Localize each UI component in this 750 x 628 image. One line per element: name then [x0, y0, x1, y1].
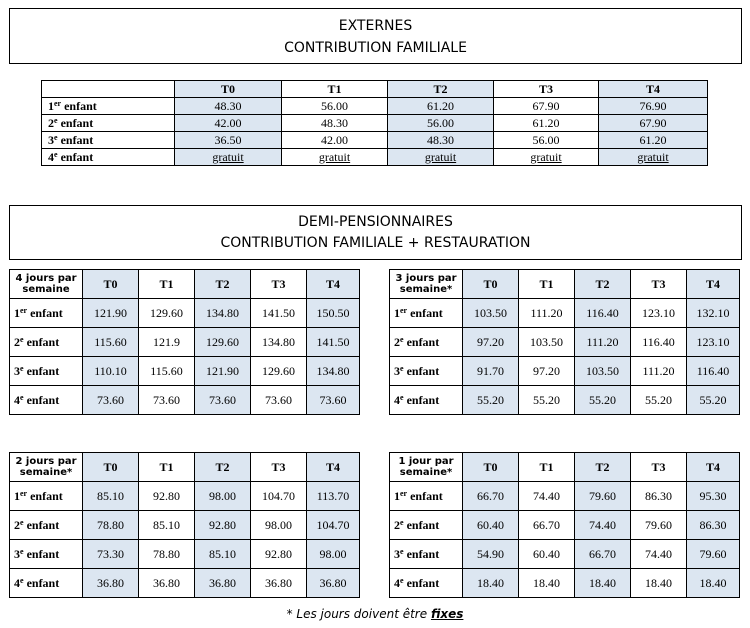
table-cell: 78.80 — [139, 540, 195, 569]
row-label-suffix: enfant — [57, 132, 94, 147]
footnote-text: * Les jours doivent être — [286, 607, 431, 621]
col-header: T1 — [139, 270, 195, 299]
table-cell: 54.90 — [463, 540, 519, 569]
row-label-suffix: enfant — [57, 149, 94, 164]
row-label-ordinal: 2 — [14, 334, 20, 349]
table-cell: 18.40 — [631, 569, 687, 598]
row-label-superscript: e — [400, 546, 404, 556]
col-header: T0 — [83, 453, 139, 482]
table-row — [10, 357, 360, 386]
row-label-suffix: enfant — [403, 334, 440, 349]
row-label-superscript: e — [20, 575, 24, 585]
row-label-suffix: enfant — [23, 517, 60, 532]
row-label — [42, 132, 175, 149]
header-row — [390, 453, 740, 482]
row-label-superscript: e — [54, 132, 58, 142]
table-cell: 73.60 — [195, 386, 251, 415]
col-header: T0 — [175, 81, 282, 98]
table-cell: 73.60 — [307, 386, 360, 415]
table-cell: 110.10 — [83, 357, 139, 386]
table-cell: 74.40 — [631, 540, 687, 569]
table-cell: 92.80 — [195, 511, 251, 540]
table-cell: 76.90 — [599, 98, 708, 115]
table-cell: 103.50 — [463, 299, 519, 328]
table-cell: 134.80 — [251, 328, 307, 357]
table-cell: 113.70 — [307, 482, 360, 511]
col-header: T3 — [631, 453, 687, 482]
col-header: T0 — [463, 453, 519, 482]
table-cell: 121.90 — [195, 357, 251, 386]
col-header: T3 — [251, 453, 307, 482]
row-label-superscript: e — [54, 149, 58, 159]
table-cell: 55.20 — [463, 386, 519, 415]
table-cell: gratuit — [388, 149, 494, 166]
row-label-ordinal: 2 — [48, 115, 54, 130]
row-label-suffix: enfant — [403, 575, 440, 590]
table-cell: 48.30 — [175, 98, 282, 115]
table-cell: 92.80 — [251, 540, 307, 569]
table-row — [10, 569, 360, 598]
row-label — [10, 569, 83, 598]
col-header: T4 — [307, 453, 360, 482]
table-cell: 98.00 — [307, 540, 360, 569]
table-row — [390, 299, 740, 328]
table-cell: 48.30 — [282, 115, 388, 132]
table-cell: 36.80 — [251, 569, 307, 598]
row-label — [10, 357, 83, 386]
table-cell: 129.60 — [251, 357, 307, 386]
table-cell: 60.40 — [463, 511, 519, 540]
table-cell: 86.30 — [631, 482, 687, 511]
row-label-superscript: e — [400, 575, 404, 585]
table-row — [42, 98, 708, 115]
row-label-suffix: enfant — [23, 546, 60, 561]
table-cell: 141.50 — [307, 328, 360, 357]
table-cell: 129.60 — [139, 299, 195, 328]
externes-header-row — [42, 81, 708, 98]
row-label-superscript: e — [20, 517, 24, 527]
table-cell: 85.10 — [139, 511, 195, 540]
row-label — [10, 511, 83, 540]
table-row — [42, 149, 708, 166]
row-label-ordinal: 1 — [394, 488, 400, 503]
table-cell: 116.40 — [575, 299, 631, 328]
table-cell: 134.80 — [307, 357, 360, 386]
table-cell: 66.70 — [463, 482, 519, 511]
footnote-emphasis: fixes — [430, 607, 464, 621]
demi-table-1-jour — [389, 452, 740, 598]
table-cell: 18.40 — [463, 569, 519, 598]
table-cell: 74.40 — [519, 482, 575, 511]
table-cell: 132.10 — [687, 299, 740, 328]
row-label-ordinal: 3 — [14, 546, 20, 561]
row-label-suffix: enfant — [403, 363, 440, 378]
table-row — [390, 511, 740, 540]
row-label-ordinal: 3 — [394, 363, 400, 378]
table-cell: 55.20 — [519, 386, 575, 415]
table-cell: 73.30 — [83, 540, 139, 569]
row-label — [390, 357, 463, 386]
table-cell: 60.40 — [519, 540, 575, 569]
table-cell: 104.70 — [251, 482, 307, 511]
table-row — [390, 569, 740, 598]
table-cell: 67.90 — [494, 98, 599, 115]
externes-corner-cell — [42, 81, 175, 98]
row-label-superscript: e — [400, 334, 404, 344]
row-label-superscript: er — [400, 488, 408, 498]
table-cell: 55.20 — [687, 386, 740, 415]
table-row — [390, 386, 740, 415]
row-label — [42, 149, 175, 166]
table-cell: 85.10 — [195, 540, 251, 569]
row-label-ordinal: 3 — [48, 132, 54, 147]
col-header: T1 — [519, 453, 575, 482]
row-label — [42, 98, 175, 115]
demi-table-4-jours — [9, 269, 360, 415]
row-label-suffix: enfant — [407, 488, 443, 503]
table-cell: 111.20 — [519, 299, 575, 328]
row-label — [390, 328, 463, 357]
table-cell: 121.9 — [139, 328, 195, 357]
table-row — [10, 511, 360, 540]
table-row — [390, 328, 740, 357]
row-label — [390, 569, 463, 598]
header-row — [390, 270, 740, 299]
table-cell: 134.80 — [195, 299, 251, 328]
col-header: T0 — [83, 270, 139, 299]
row-label-suffix: enfant — [403, 546, 440, 561]
table-cell: 86.30 — [687, 511, 740, 540]
table-row — [10, 299, 360, 328]
externes-table — [41, 80, 708, 166]
col-header: T4 — [687, 270, 740, 299]
table-row — [10, 386, 360, 415]
row-label-suffix: enfant — [23, 334, 60, 349]
row-label-ordinal: 4 — [394, 575, 400, 590]
col-header: T1 — [282, 81, 388, 98]
row-label-ordinal: 4 — [394, 392, 400, 407]
row-label-superscript: e — [20, 546, 24, 556]
table-cell: 18.40 — [519, 569, 575, 598]
row-label-ordinal: 4 — [48, 149, 54, 164]
row-label — [10, 540, 83, 569]
table-cell: 103.50 — [575, 357, 631, 386]
table-cell: 91.70 — [463, 357, 519, 386]
row-label-ordinal: 4 — [14, 392, 20, 407]
table-row — [42, 115, 708, 132]
col-header: T2 — [195, 453, 251, 482]
col-header: T3 — [251, 270, 307, 299]
col-header: T4 — [687, 453, 740, 482]
table-cell: 66.70 — [519, 511, 575, 540]
row-label-suffix: enfant — [61, 98, 97, 113]
row-label-suffix: enfant — [57, 115, 94, 130]
footnote — [0, 607, 750, 621]
row-label — [390, 540, 463, 569]
row-label-suffix: enfant — [23, 392, 60, 407]
row-label — [390, 386, 463, 415]
row-label-suffix: enfant — [27, 488, 63, 503]
days-per-week-label: 1 jour par semaine* — [390, 453, 463, 482]
table-cell: 103.50 — [519, 328, 575, 357]
header-row — [10, 270, 360, 299]
row-label-ordinal: 2 — [394, 517, 400, 532]
table-cell: 73.60 — [139, 386, 195, 415]
table-cell: 116.40 — [687, 357, 740, 386]
table-cell: 48.30 — [388, 132, 494, 149]
externes-title-box — [9, 8, 742, 64]
table-cell: 141.50 — [251, 299, 307, 328]
col-header: T4 — [307, 270, 360, 299]
table-cell: 61.20 — [494, 115, 599, 132]
row-label-ordinal: 3 — [14, 363, 20, 378]
row-label-superscript: e — [20, 363, 24, 373]
row-label-suffix: enfant — [23, 575, 60, 590]
table-row — [10, 482, 360, 511]
table-cell: 115.60 — [139, 357, 195, 386]
table-cell: 150.50 — [307, 299, 360, 328]
table-cell: 97.20 — [519, 357, 575, 386]
table-cell: 42.00 — [175, 115, 282, 132]
days-per-week-label: 2 jours par semaine* — [10, 453, 83, 482]
table-cell: 123.10 — [631, 299, 687, 328]
row-label — [42, 115, 175, 132]
table-row — [42, 132, 708, 149]
table-cell: 74.40 — [575, 511, 631, 540]
table-cell: 115.60 — [83, 328, 139, 357]
table-cell: 36.80 — [195, 569, 251, 598]
row-label — [390, 511, 463, 540]
col-header: T2 — [575, 453, 631, 482]
table-cell: 61.20 — [388, 98, 494, 115]
table-cell: 36.80 — [307, 569, 360, 598]
demi-title-box — [9, 205, 742, 260]
row-label-ordinal: 2 — [14, 517, 20, 532]
table-cell: 79.60 — [631, 511, 687, 540]
row-label-superscript: er — [20, 305, 28, 315]
table-cell: 36.50 — [175, 132, 282, 149]
table-cell: 123.10 — [687, 328, 740, 357]
table-cell: 66.70 — [575, 540, 631, 569]
row-label-superscript: e — [400, 392, 404, 402]
row-label-superscript: er — [54, 98, 62, 108]
table-cell: 116.40 — [631, 328, 687, 357]
table-cell: 78.80 — [83, 511, 139, 540]
days-per-week-label: 4 jours par semaine — [10, 270, 83, 299]
table-cell: 18.40 — [575, 569, 631, 598]
col-header: T1 — [139, 453, 195, 482]
table-cell: 18.40 — [687, 569, 740, 598]
table-cell: 61.20 — [599, 132, 708, 149]
table-cell: 121.90 — [83, 299, 139, 328]
table-cell: gratuit — [599, 149, 708, 166]
table-cell: 36.80 — [83, 569, 139, 598]
row-label-suffix: enfant — [403, 517, 440, 532]
table-cell: 73.60 — [83, 386, 139, 415]
table-cell: 98.00 — [195, 482, 251, 511]
table-cell: 104.70 — [307, 511, 360, 540]
table-cell: 56.00 — [494, 132, 599, 149]
table-row — [10, 328, 360, 357]
demi-table-3-jours — [389, 269, 740, 415]
row-label-superscript: e — [20, 392, 24, 402]
header-row — [10, 453, 360, 482]
table-row — [390, 482, 740, 511]
col-header: T2 — [195, 270, 251, 299]
table-cell: 56.00 — [282, 98, 388, 115]
table-cell: 85.10 — [83, 482, 139, 511]
table-cell: 98.00 — [251, 511, 307, 540]
days-per-week-label: 3 jours par semaine* — [390, 270, 463, 299]
col-header: T0 — [463, 270, 519, 299]
row-label-ordinal: 1 — [14, 305, 20, 320]
col-header: T2 — [575, 270, 631, 299]
row-label-superscript: e — [400, 517, 404, 527]
row-label — [390, 482, 463, 511]
table-cell: 97.20 — [463, 328, 519, 357]
row-label-superscript: e — [400, 363, 404, 373]
table-cell: 56.00 — [388, 115, 494, 132]
table-cell: 92.80 — [139, 482, 195, 511]
col-header: T1 — [519, 270, 575, 299]
row-label-suffix: enfant — [407, 305, 443, 320]
row-label-ordinal: 3 — [394, 546, 400, 561]
row-label-superscript: e — [54, 115, 58, 125]
demi-table-2-jours — [9, 452, 360, 598]
table-cell: 42.00 — [282, 132, 388, 149]
table-row — [390, 540, 740, 569]
externes-subtitle: CONTRIBUTION FAMILIALE — [284, 40, 467, 56]
table-cell: 111.20 — [631, 357, 687, 386]
row-label — [10, 299, 83, 328]
table-cell: 95.30 — [687, 482, 740, 511]
row-label-ordinal: 2 — [394, 334, 400, 349]
col-header: T3 — [494, 81, 599, 98]
table-row — [10, 540, 360, 569]
row-label-superscript: er — [20, 488, 28, 498]
row-label — [10, 328, 83, 357]
row-label-ordinal: 1 — [48, 98, 54, 113]
table-cell: 55.20 — [631, 386, 687, 415]
col-header: T2 — [388, 81, 494, 98]
row-label-suffix: enfant — [23, 363, 60, 378]
row-label-suffix: enfant — [403, 392, 440, 407]
row-label — [10, 482, 83, 511]
table-cell: gratuit — [494, 149, 599, 166]
row-label — [10, 386, 83, 415]
row-label-ordinal: 4 — [14, 575, 20, 590]
externes-title: EXTERNES — [338, 18, 413, 34]
table-row — [390, 357, 740, 386]
col-header: T4 — [599, 81, 708, 98]
row-label-suffix: enfant — [27, 305, 63, 320]
table-cell: 36.80 — [139, 569, 195, 598]
row-label-ordinal: 1 — [14, 488, 20, 503]
table-cell: 129.60 — [195, 328, 251, 357]
table-cell: 111.20 — [575, 328, 631, 357]
table-cell: 55.20 — [575, 386, 631, 415]
demi-subtitle: CONTRIBUTION FAMILIALE + RESTAURATION — [220, 235, 531, 251]
table-cell: 79.60 — [687, 540, 740, 569]
row-label-ordinal: 1 — [394, 305, 400, 320]
table-cell: 79.60 — [575, 482, 631, 511]
table-cell: 73.60 — [251, 386, 307, 415]
row-label-superscript: er — [400, 305, 408, 315]
table-cell: gratuit — [282, 149, 388, 166]
col-header: T3 — [631, 270, 687, 299]
row-label-superscript: e — [20, 334, 24, 344]
demi-title: DEMI-PENSIONNAIRES — [298, 214, 453, 230]
row-label — [390, 299, 463, 328]
table-cell: 67.90 — [599, 115, 708, 132]
table-cell: gratuit — [175, 149, 282, 166]
